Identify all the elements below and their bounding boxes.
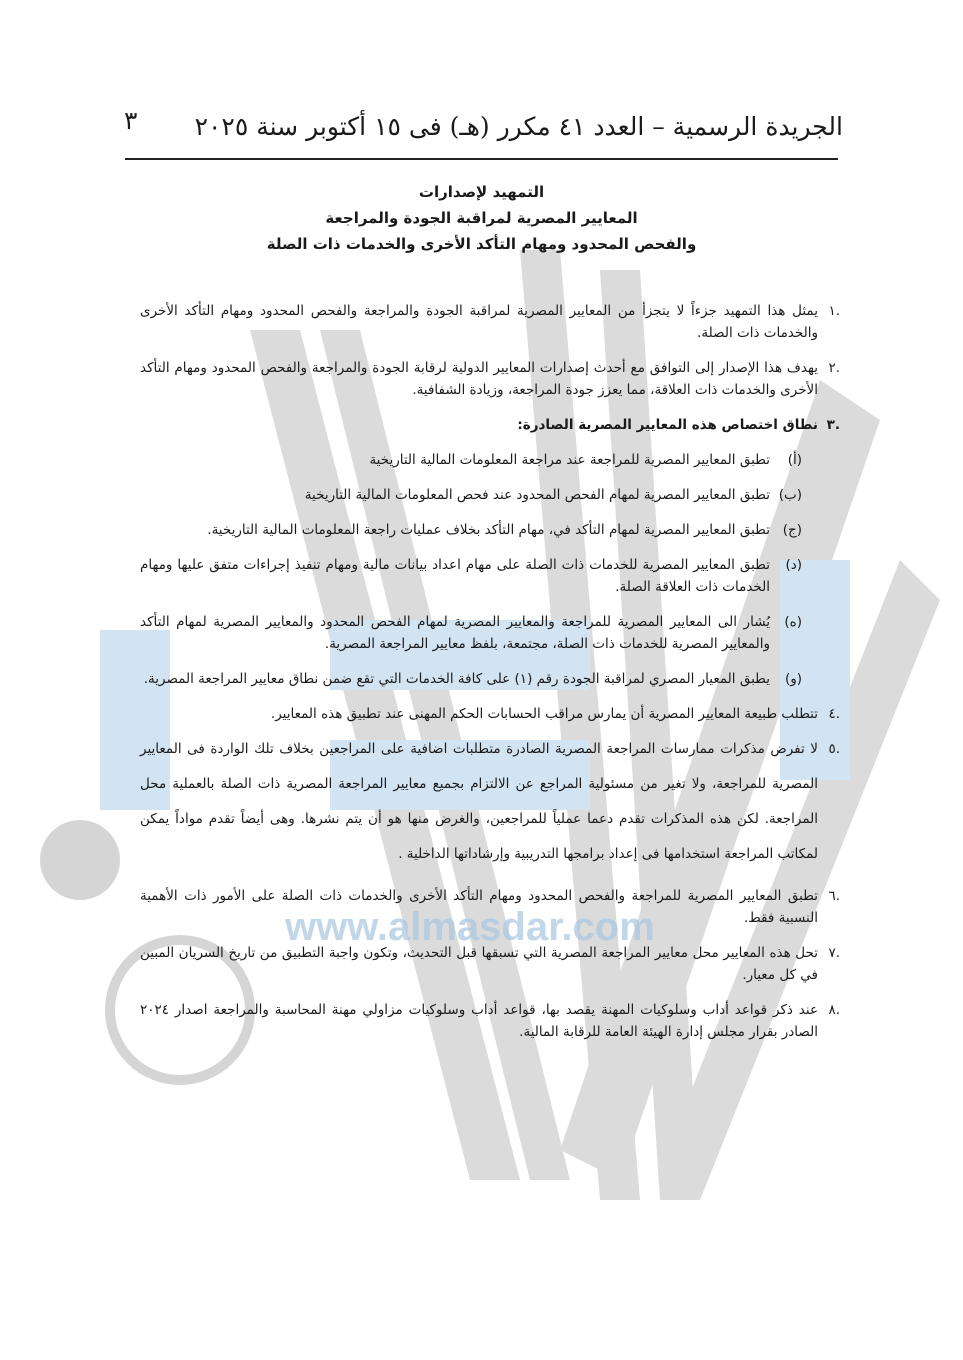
numbered-item — [140, 942, 840, 986]
title-line: التمهيد لإصدارات — [418, 183, 545, 201]
item-text: عند ذكر قواعد أداب وسلوكيات المهنة يقصد بها، قواعد أداب وسلوكيات مزاولي مهنة المحاسبة والمراجعة اصدار ٢٠٢٤ الصادر بقرار مجلس إدارة الهيئة العامة للرقابة المالية. — [140, 1002, 818, 1040]
item-number: .٣ — [826, 417, 840, 433]
header-rule — [125, 158, 838, 160]
page-header — [110, 106, 843, 156]
sub-item-mark: (ج) — [782, 522, 802, 538]
sub-item-text: تطبق المعايير المصرية لمهام التأكد في، مهام التأكد بخلاف عمليات راجعة المعلومات المالية التاريخية. — [207, 522, 770, 538]
item-text: تطبق المعايير المصرية للمراجعة والفحص المحدود ومهام التأكد الأخرى والخدمات ذات الصلة على الأمور ذات الأهمية النسبية فقط. — [140, 888, 818, 926]
sub-item-mark: (أ) — [787, 452, 802, 468]
item-number: .٨ — [828, 1002, 840, 1018]
item-text: يمثل هذا التمهيد جزءاً لا يتجزأ من المعايير المصرية لمراقبة الجودة والمراجعة والفحص المحدود ومهام التأكد الأخرى والخدمات ذات الصلة. — [140, 303, 818, 341]
sub-item-text: تطبق المعايير المصرية للخدمات ذات الصلة على مهام اعداد بيانات مالية ومهام تنفيذ إجراءات متفق عليها ومهام الخدمات ذات العلاقة الصلة. — [140, 557, 770, 595]
sub-item-text: تطبق المعايير المصرية للمراجعة عند مراجعة المعلومات المالية التاريخية — [369, 452, 770, 468]
page-number: ٣ — [124, 106, 138, 135]
numbered-item — [140, 300, 840, 344]
sub-item-text: يطبق المعيار المصري لمراقبة الجودة رقم (١) على كافة الخدمات التي تقع ضمن نطاق معايير المراجعة المصرية. — [143, 671, 770, 687]
item-number: .٥ — [828, 741, 840, 757]
sub-item-text: يُشار الى المعايير المصرية للمراجعة والمعايير المصرية لمهام الفحص المحدود والمعايير المصرية لمهام التأكد والمعايير المصرية للخدمات ذات الصلة، مجتمعة، بلفظ معايير المراجعة المصرية. — [140, 614, 770, 652]
sub-item — [140, 519, 840, 541]
document-body — [140, 300, 840, 1056]
sub-item — [140, 611, 840, 655]
item-text: لا تفرض مذكرات ممارسات المراجعة المصرية الصادرة متطلبات اضافية على المراجعين بخلاف تلك الواردة فى المعايير المصرية للمراجعة، ولا تغير من مسئولية المراجع عن الالتزام بجميع معايير المراجعة المصرية ذات الصلة بالعملية محل المراجعة. لكن هذه المذكرات تقدم دعما عملياً للمراجعين، والغرض منها هو أن يتم نشرها. وهى أيضاً تقدم مواداً يمكن لمكاتب المراجعة استخدامها فى إعداد برامجها التدريبية وإرشاداتها الداخلية . — [140, 741, 818, 862]
sub-item — [140, 554, 840, 598]
sub-item — [140, 668, 840, 690]
document-titles — [120, 179, 843, 257]
sub-item — [140, 484, 840, 506]
numbered-item — [140, 885, 840, 929]
item-text: يهدف هذا الإصدار إلى التوافق مع أحدث إصدارات المعايير الدولية لرقابة الجودة والمراجعة والفحص المحدود ومهام التأكد الأخرى والخدمات ذات العلاقة، مما يعزز جودة المراجعة، وزيادة الشفافية. — [140, 360, 818, 398]
sub-item-mark: (ب) — [778, 487, 802, 503]
sub-item-mark: (و) — [784, 671, 802, 687]
item-number: .٧ — [828, 945, 840, 961]
sub-item-mark: (د) — [785, 557, 802, 573]
numbered-item — [140, 703, 840, 725]
item-number: .٦ — [828, 888, 840, 904]
item-number: .١ — [828, 303, 840, 319]
numbered-item — [140, 999, 840, 1043]
numbered-item — [140, 732, 840, 872]
item-number: .٢ — [828, 360, 840, 376]
title-line: المعايير المصرية لمراقبة الجودة والمراجعة — [325, 209, 638, 227]
watermark-text: www.almasdar.com — [285, 905, 655, 949]
item-text: نطاق اختصاص هذه المعايير المصرية الصادرة: — [517, 417, 818, 433]
watermark-dot — [40, 820, 120, 900]
sub-item-text: تطبق المعايير المصرية لمهام الفحص المحدود عند فحص المعلومات المالية التاريخية — [304, 487, 770, 503]
item-text: تتطلب طبيعة المعايير المصرية أن يمارس مراقب الحسابات الحكم المهنى عند تطبيق هذه المعايير. — [270, 706, 818, 722]
title-line: والفحص المحدود ومهام التأكد الأخرى والخدمات ذات الصلة — [266, 235, 697, 253]
item-number: .٤ — [828, 706, 840, 722]
sub-item — [140, 449, 840, 471]
numbered-item — [140, 414, 840, 436]
item-text: تحل هذه المعايير محل معايير المراجعة المصرية التي تسبقها قبل التحديث، وتكون واجبة التطبيق من تاريخ السريان المبين في كل معيار. — [140, 945, 818, 983]
numbered-item — [140, 357, 840, 401]
gazette-header-title: الجريدة الرسمية – العدد ٤١ مكرر (هـ) فى ١٥ أكتوبر سنة ٢٠٢٥ — [194, 112, 843, 141]
sub-item-mark: (ه) — [784, 614, 802, 630]
